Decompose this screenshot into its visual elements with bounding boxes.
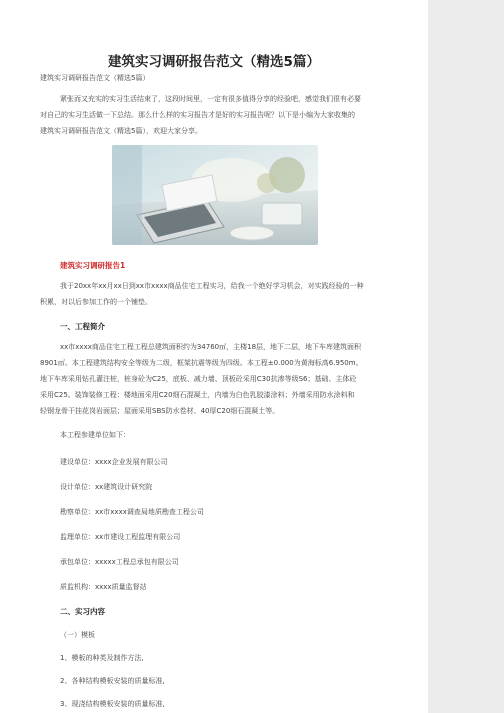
section-1-line-1: xx市xxxx商品住宅工程工程总建筑面积约为34760㎡，主楼18层，地下二层，地下车库建筑面积 [60, 343, 362, 351]
report-heading: 建筑实习调研报告1 [60, 261, 126, 270]
office-photo-image [112, 145, 318, 245]
report-intro-line-1: 我于20xx年xx月xx日到xx市xxxx商品住宅工程实习，给我一个绝好学习机会，对实践经验的一种 [60, 282, 364, 290]
intro-line-3: 建筑实习调研报告范文（精选5篇），欢迎大家分享。 [40, 127, 202, 135]
unit-quality: 质监机构：xxxx质量监督站 [60, 583, 147, 591]
section-1-line-5: 轻钢龙骨干挂花岗岩面层；屋面采用SBS防水卷材、40厚C20细石混凝土等。 [40, 407, 280, 415]
report-intro-line-2: 积累，对以后参加工作的一个铺垫。 [40, 298, 152, 306]
right-sidebar [428, 0, 504, 713]
list-item-3: 3、现浇结构模板安装的质量标准, [60, 700, 165, 708]
list-item-2: 2、各种结构模板安装的质量标准, [60, 677, 165, 685]
unit-contractor: 承包单位：xxxxx工程总承包有限公司 [60, 558, 179, 566]
units-intro: 本工程参建单位如下： [60, 431, 130, 439]
office-photo [112, 145, 318, 245]
document-title: 建筑实习调研报告范文（精选5篇） [108, 54, 320, 70]
unit-design: 设计单位：xx建筑设计研究院 [60, 483, 153, 491]
section-1-line-4: 采用C25。装饰装修工程：楼地面采用C20细石混凝土，内墙为白色乳胶漆涂料；外墙采用防水涂料和 [40, 391, 355, 399]
unit-construction: 建设单位：xxxx企业发展有限公司 [60, 458, 168, 466]
section-1-heading: 一、工程简介 [60, 322, 105, 331]
section-2-heading: 二、实习内容 [60, 607, 105, 616]
unit-supervision: 监理单位：xx市建设工程监理有限公司 [60, 533, 181, 541]
document-subtitle: 建筑实习调研报告范文（精选5篇） [40, 74, 150, 82]
subsection-1-heading: （一）模板 [60, 631, 95, 639]
unit-survey: 勘察单位：xx市xxxx调查局地质勘查工程公司 [60, 508, 204, 516]
section-1-line-2: 8901㎡。本工程建筑结构安全等级为二级，框架抗震等级为四级。本工程±0.000为黄海标高6.950m。 [40, 359, 363, 367]
list-item-1: 1、模板的种类及制作方法, [60, 654, 144, 662]
intro-line-1: 紧张而又充实的实习生活结束了，这段时间里，一定有很多值得分享的经验吧，感觉我们很有必要 [60, 95, 361, 103]
section-1-line-3: 地下车库采用钻孔灌注桩，桩身砼为C25，底板、减力墙、顶板砼采用C30抗渗等级S6；基础、主体砼 [40, 375, 357, 383]
intro-line-2: 对自己的实习生活做一下总结。那么什么样的实习报告才是好的实习报告呢？以下是小编为大家收集的 [40, 111, 355, 119]
